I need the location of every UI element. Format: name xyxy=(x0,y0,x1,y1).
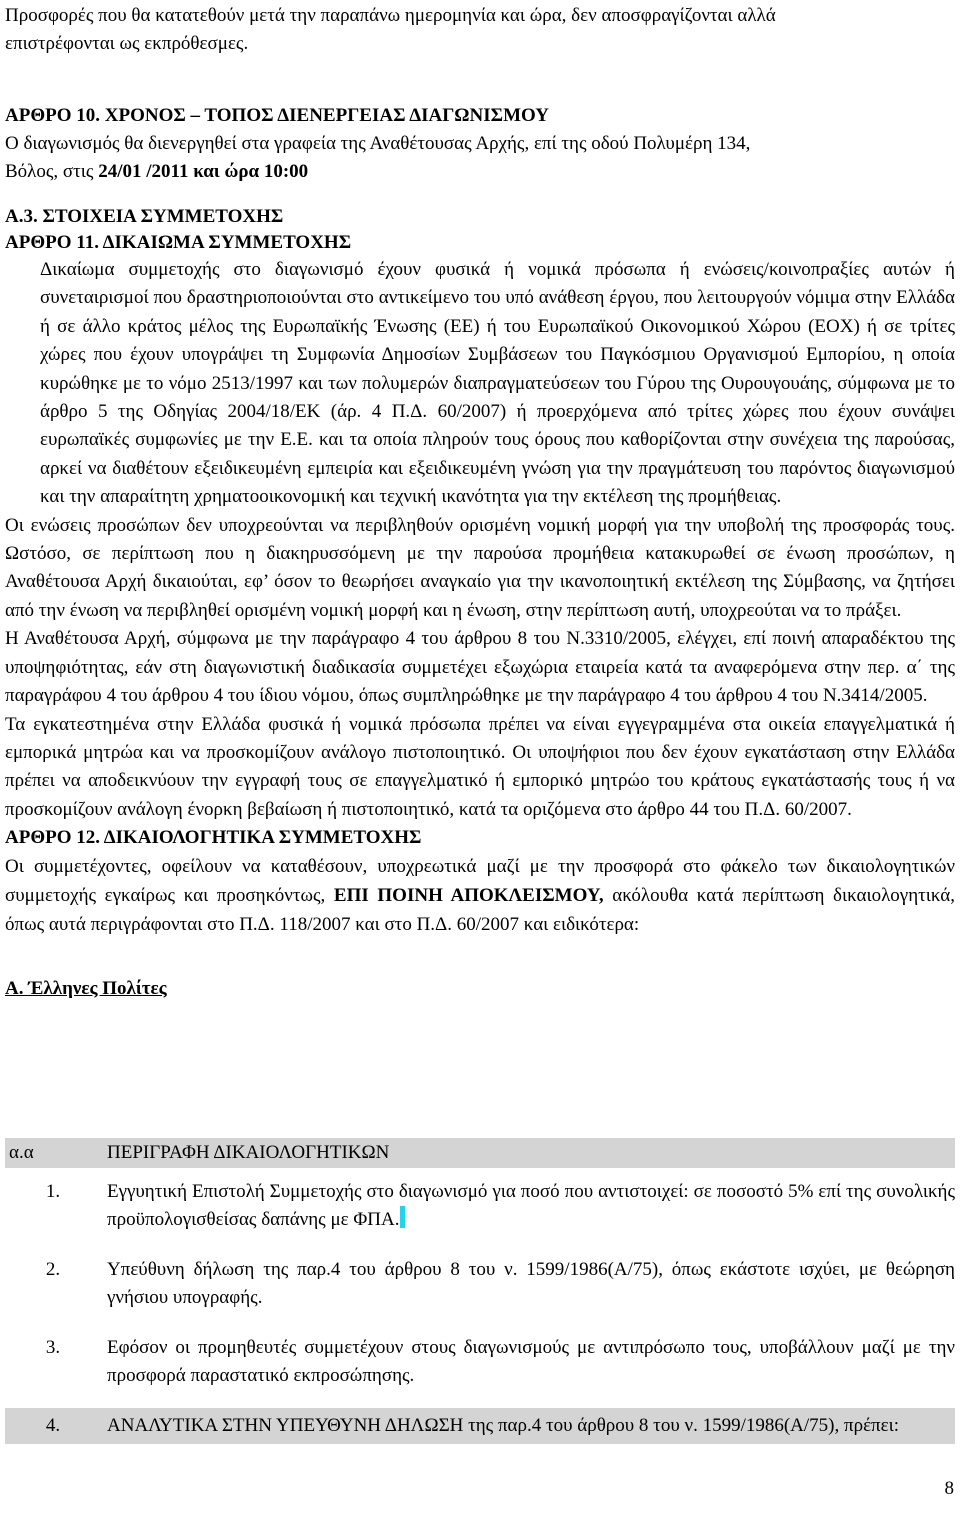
article-11-title: ΑΡΘΡΟ 11. ΔΙΚΑΙΩΜΑ ΣΥΜΜΕΤΟΧΗΣ xyxy=(5,232,352,253)
article-10-line-1: Ο διαγωνισμός θα διενεργηθεί στα γραφεία της Αναθέτουσας Αρχής, επί της οδού Πολυμέρη 134, xyxy=(5,133,751,154)
documents-table xyxy=(5,1138,955,1444)
article-11-para-1: Δικαίωμα συμμετοχής στο διαγωνισμό έχουν φυσικά ή νομικά πρόσωπα ή ενώσεις/κοινοπραξίες αυτών ή συνεταιρισμοί που δραστηριοποιούνται στο αντικείμενο του υπό ανάθεση έργου, που λειτουργούν νόμιμα στην Ελλάδα ή σε άλλο κράτος μέλος της Ευρωπαϊκής Ένωσης (ΕΕ) ή του Ευρωπαϊκού Οικονομικού Χώρου (ΕΟΧ) ή σε τρίτες χώρες που έχουν υπογράψει τη Συμφωνία Δημοσίων Συμβάσεων του Παγκόσμιου Οργανισμού Εμπορίου, η οποία κυρώθηκε με το νόμο 2513/1997 και των πολυμερών διαπραγματεύσεων του Γύρου της Ουρουγουάης, σύμφωνα με το άρθρο 5 της Οδηγίας 2004/18/ΕΚ (άρ. 4 Π.Δ. 60/2007) ή προερχόμενα από τρίτες χώρες που έχουν συνάψει ευρωπαϊκές συμφωνίες με την Ε.Ε. και τα οποία πληρούν τους όρους που καθορίζονται στην συνέχεια της παρούσας, αρκεί να διαθέτουν εξειδικευμένη εμπειρία και εξειδικευμένη γνώση για την πραγμάτευση του παρόντος διαγωνισμού και την απαραίτητη χρηματοοικονομική και τεχνική ικανότητα για την εκτέλεση της προμήθειας. xyxy=(40,259,955,508)
text-cursor xyxy=(400,1206,405,1228)
table-header-row xyxy=(5,1138,955,1168)
page-number: 8 xyxy=(944,1478,954,1499)
table-header-desc: ΠΕΡΙΓΡΑΦΗ ΔΙΚΑΙΟΛΟΓΗΤΙΚΩΝ xyxy=(101,1138,955,1168)
row-text: ΑΝΑΛΥΤΙΚΑ ΣΤΗΝ ΥΠΕΥΘΥΝΗ ΔΗΛΩΣΗ της παρ.4 του άρθρου 8 του ν. 1599/1986(Α/75), πρέπει: xyxy=(101,1408,955,1444)
row-number: 4. xyxy=(5,1408,101,1444)
intro-line-2: επιστρέφονται ως εκπρόθεσμες. xyxy=(5,33,249,54)
section-a-heading: Α. Έλληνες Πολίτες xyxy=(5,978,167,1000)
row-number: 3. xyxy=(45,1337,61,1358)
row-text: Εφόσον οι προμηθευτές συμμετέχουν στους διαγωνισμούς με αντιπρόσωπο τους, υποβάλλουν μαζί με την προσφορά παραστατικό εκπροσώπησης. xyxy=(107,1337,955,1386)
table-row xyxy=(5,1334,955,1390)
article-12-para-bold: ΕΠΙ ΠΟΙΝΗ ΑΠΟΚΛΕΙΣΜΟΥ, xyxy=(333,885,604,907)
article-10-date-prefix: Βόλος, στις xyxy=(5,161,99,182)
article-12-para-post: ακόλουθα κατά περίπτωση δικαιολογητικά, όπως αυτά περιγράφονται στο Π.Δ. 118/2007 και στο Π.Δ. 60/2007 και ειδικότερα: xyxy=(5,885,955,936)
table-row xyxy=(5,1178,955,1234)
row-text: Υπεύθυνη δήλωση της παρ.4 του άρθρου 8 του ν. 1599/1986(Α/75), όπως εκάστοτε ισχύει, με θεώρηση γνήσιου υπογραφής. xyxy=(107,1259,955,1308)
article-10-title: ΑΡΘΡΟ 10. ΧΡΟΝΟΣ – ΤΟΠΟΣ ΔΙΕΝΕΡΓΕΙΑΣ ΔΙΑΓΩΝΙΣΜΟΥ xyxy=(5,105,550,126)
row-number: 1. xyxy=(45,1181,61,1202)
table-row xyxy=(5,1256,955,1312)
article-11-para-2: Οι ενώσεις προσώπων δεν υποχρεούνται να περιβληθούν ορισμένη νομική μορφή για την υποβολή της προσφοράς τους. Ωστόσο, σε περίπτωση που η διακηρυσσόμενη με την παρούσα προμήθεια κατακυρωθεί σε ένωση προσώπων, η Αναθέτουσα Αρχή δικαιούται, εφ’ όσον το θεωρήσει αναγκαίο για την ικανοποιητική εκτέλεση της Σύμβασης, να ζητήσει από την ένωση να περιβληθεί ορισμένη νομική μορφή και η ένωση, στην περίπτωση αυτή, υποχρεούται να το πράξει. xyxy=(5,514,955,621)
article-12-para xyxy=(5,852,955,939)
row-text xyxy=(101,1178,955,1234)
intro-line-1: Προσφορές που θα κατατεθούν μετά την παραπάνω ημερομηνία και ώρα, δεν αποσφραγίζονται αλλά xyxy=(5,5,776,26)
article-12-para-pre: Οι συμμετέχοντες, οφείλουν να καταθέσουν, υποχρεωτικά μαζί με την προσφορά στο φάκελο των δικαιολογητικών συμμετοχής εγκαίρως και προσηκόντως, xyxy=(5,856,955,907)
article-10-line-2 xyxy=(5,158,955,186)
article-11-para-4: Τα εγκατεστημένα στην Ελλάδα φυσικά ή νομικά πρόσωπα πρέπει να είναι εγγεγραμμένα στα οικεία επαγγελματικά ή εμπορικά μητρώα και να προσκομίζουν ανάλογο πιστοποιητικό. Οι υποψήφιοι που δεν έχουν εγκατάσταση στην Ελλάδα πρέπει να αποδεικνύουν την εγγραφή τους σε επαγγελματικό ή εμπορικό μητρώο του κράτους εγκατάστασής τους ή να προσκομίζουν ανάλογη ένορκη βεβαίωση ή πιστοποιητικό, κατά τα οριζόμενα στο άρθρο 44 του Π.Δ. 60/2007. xyxy=(5,713,955,820)
table-row xyxy=(5,1408,955,1444)
row-number: 2. xyxy=(45,1259,61,1280)
section-a3-heading: Α.3. ΣΤΟΙΧΕΙΑ ΣΥΜΜΕΤΟΧΗΣ xyxy=(5,206,284,227)
row-text-content: Εγγυητική Επιστολή Συμμετοχής στο διαγωνισμό για ποσό που αντιστοιχεί: σε ποσοστό 5% επί της συνολικής προϋπολογισθείσας δαπάνης με ΦΠΑ. xyxy=(107,1181,955,1230)
article-10-date: 24/01 /2011 και ώρα 10:00 xyxy=(98,161,309,182)
article-11-para-3: Η Αναθέτουσα Αρχή, σύμφωνα με την παράγραφο 4 του άρθρου 8 του Ν.3310/2005, ελέγχει, επί ποινή απαραδέκτου της υποψηφιότητας, εάν στη διαγωνιστική διαδικασία συμμετέχει εξωχώρια εταιρεία κατά τα αναφερόμενα στην περ. α΄ της παραγράφου 4 του άρθρου 4 του ίδιου νόμου, όπως συμπληρώθηκε με την παράγραφο 4 του άρθρου 4 του Ν.3414/2005. xyxy=(5,628,955,707)
document-page xyxy=(5,0,955,1003)
article-12-title: ΑΡΘΡΟ 12. ΔΙΚΑΙΟΛΟΓΗΤΙΚΑ ΣΥΜΜΕΤΟΧΗΣ xyxy=(5,827,422,849)
table-header-num: α.α xyxy=(5,1138,101,1168)
